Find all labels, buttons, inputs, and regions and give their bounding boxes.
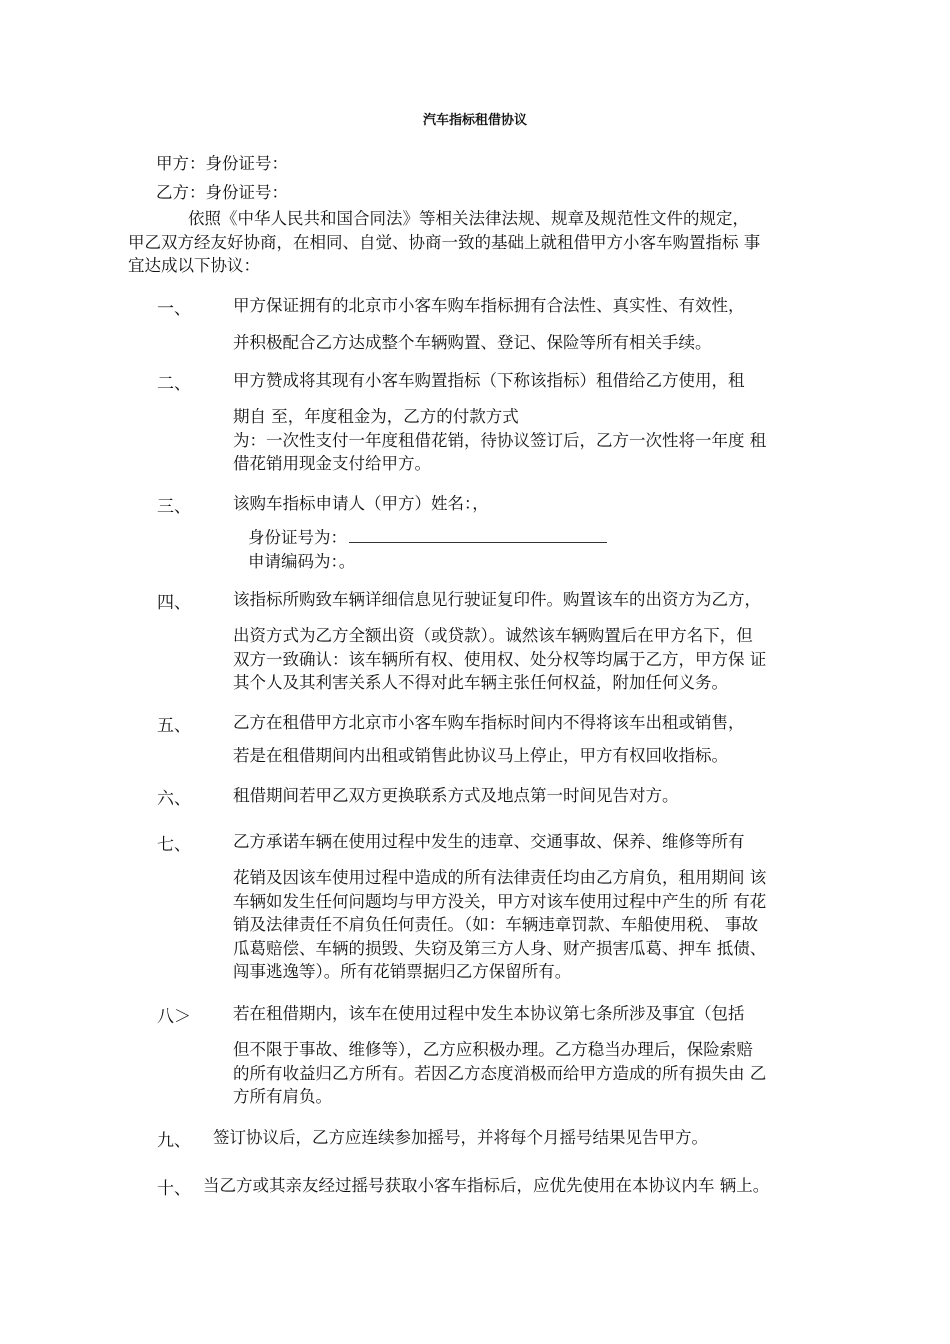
- clause-line: 若是在租借期间内出租或销售此协议马上停止，甲方有权回收指标。: [233, 746, 728, 765]
- clause-first-line: 乙方在租借甲方北京市小客车购车指标时间内不得将该车出租或销售，: [233, 713, 745, 732]
- id-number-label: 身份证号为：: [248, 528, 347, 547]
- clause-first-line: 该指标所购致车辆详细信息见行驶证复印件。购置该车的出资方为乙方，: [233, 590, 761, 609]
- clause-body: [233, 1038, 873, 1109]
- intro-line: 宜达成以下协议：: [128, 256, 260, 275]
- party-a-line: 甲方：身份证号：: [156, 154, 288, 173]
- clause-line: 并积极配合乙方达成整个车辆购置、登记、保险等所有相关手续。: [233, 333, 712, 352]
- id-number-line: [248, 526, 607, 549]
- clause-line: 闯事逃逸等）。所有花销票据归乙方保留所有。: [233, 962, 572, 981]
- clause-number: 十、: [157, 1179, 191, 1199]
- clause-line: 方所有肩负。: [233, 1087, 332, 1106]
- clause-number: 四、: [157, 593, 191, 613]
- clause-line: 车辆如发生任何问题均与甲方没关，甲方对该车使用过程中产生的所 有花: [233, 891, 767, 911]
- clause-line: 期自 至，年度租金为，乙方的付款方式: [233, 407, 519, 426]
- clause-first-line: 租借期间若甲乙双方更换联系方式及地点第一时间见告对方。: [233, 786, 679, 805]
- clause-first-line: 甲方赞成将其现有小客车购置指标（下称该指标）租借给乙方使用，租: [233, 371, 745, 390]
- clause-first-line: 当乙方或其亲友经过摇号获取小客车指标后，应优先使用在本协议内车 辆上。: [203, 1176, 770, 1195]
- clause-line: 借花销用现金支付给甲方。: [233, 454, 431, 473]
- clause-line: 其个人及其利害关系人不得对此车辆主张任何权益，附加任何义务。: [233, 673, 728, 692]
- clause-body: [233, 405, 873, 476]
- intro-line: 甲乙双方经友好协商，在相同、自觉、协商一致的基础上就租借甲方小客车购置指标 事: [128, 232, 761, 252]
- application-code-line: 申请编码为：。: [248, 552, 356, 571]
- clause-number: 八＞: [157, 1007, 191, 1027]
- clause-line: 但不限于事故、维修等），乙方应积极办理。乙方稳当办理后，保险索赔: [233, 1040, 753, 1059]
- clause-line: 为：一次性支付一年度租借花销，待协议签订后，乙方一次性将一年度 租: [233, 430, 767, 450]
- clause-first-line: 乙方承诺车辆在使用过程中发生的违章、交通事故、保养、维修等所有: [233, 832, 745, 851]
- id-number-blank: [349, 528, 607, 543]
- clause-line: 瓜葛赔偿、车辆的损毁、失窃及第三方人身、财产损害瓜葛、押车 抵债、: [233, 938, 767, 958]
- clause-number: 六、: [157, 789, 191, 809]
- clause-number: 二、: [157, 374, 191, 394]
- clause-first-line: 签订协议后，乙方应连续参加摇号，并将每个月摇号结果见告甲方。: [213, 1128, 708, 1147]
- clause-first-line: 若在租借期内，该车在使用过程中发生本协议第七条所涉及事宜（包括: [233, 1004, 745, 1023]
- clause-number: 五、: [157, 716, 191, 736]
- clause-first-line: 甲方保证拥有的北京市小客车购车指标拥有合法性、真实性、有效性，: [233, 296, 745, 315]
- clause-body: [233, 866, 873, 984]
- clause-body: [233, 624, 873, 695]
- clause-number: 一、: [157, 299, 191, 319]
- document-title: 汽车指标租借协议: [422, 113, 527, 128]
- intro-line: 依照《中华人民共和国合同法》等相关法律法规、规章及规范性文件的规定，: [188, 209, 749, 228]
- clause-line: 销及法律责任不肩负任何责任。（如：车辆违章罚款、车船使用税、 事故: [233, 915, 758, 934]
- clause-first-line: 该购车指标申请人（甲方）姓名：，: [233, 494, 489, 513]
- clause-line: 双方一致确认：该车辆所有权、使用权、处分权等均属于乙方，甲方保 证: [233, 649, 767, 669]
- clause-line: 花销及因该车使用过程中造成的所有法律责任均由乙方肩负，租用期间 该: [233, 868, 767, 887]
- clause-number: 七、: [157, 835, 191, 855]
- party-b-line: 乙方：身份证号：: [156, 183, 288, 202]
- clause-line: 出资方式为乙方全额出资（或贷款）。诚然该车辆购置后在甲方名下，但: [233, 626, 753, 645]
- intro-paragraph: [128, 207, 868, 278]
- clause-number: 九、: [157, 1131, 191, 1151]
- clause-number: 三、: [157, 497, 191, 517]
- clause-line: 的所有收益归乙方所有。若因乙方态度消极而给甲方造成的所有损失由 乙: [233, 1063, 767, 1083]
